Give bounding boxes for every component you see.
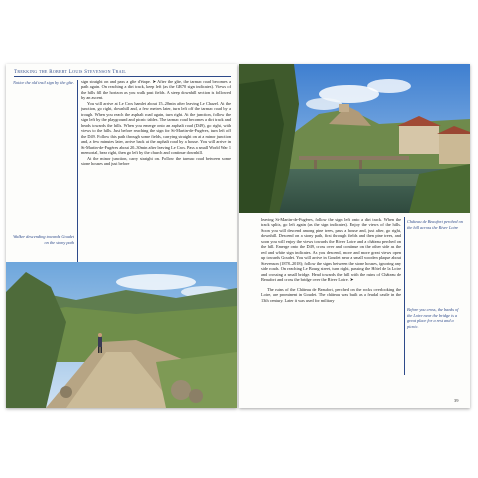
photo-walker-descending [6,262,237,408]
left-page [6,64,237,408]
paragraph: leaving St-Martin-de-Fugères, follow the sign left onto a dirt track. When the track splits, go left again (as the sign indicates). Enjoy the views of the hills. Soon you will descend among pine trees, pass a house and, just after, go right, downhill. Descend on a stony path, first through fields and then pine trees, and soon you will enjoy the views towards the River Loire and a château perched on the hill. Emerge onto the D49, cross over and continue on the other side as the red and white sign indicates. As you descend, more and more great views open up towards Goudet. You will arrive in Goudet near a small wooden plaque about Stevenson (1878–2018); follow the signs between the stone houses, ignoring any side roads. On reaching Le Bourg street, turn right, passing the Hôtel de la Loire and crossing a small bridge. Head towards the hill with the ruins of Château de Beaufort and cross the bridge over the River Loire. ➤ [261,217,401,283]
paragraph: At the minor junction, carry straight on. Follow the tarmac road between some stone houses and just before [81,155,231,167]
margin-note-picnic-spot: Before you cross, the banks of the Loire near the bridge is a great place for a rest and a picnic. [407,307,459,329]
margin-rule [404,217,405,375]
left-body-text [81,79,231,265]
margin-note-trail-sign: Notice the old trail sign by the gîte. [13,80,74,85]
photo-chateau-de-beaufort-image [239,64,470,213]
paragraph: You will arrive at Le Cros hamlet about 15–20min after leaving Le Chazel. At the junction, go right, downhill and, a few metres later, turn left off the tarmac road by a trough. When you reach the asphalt road again, turn right. At the junction, follow the sign left by the playground and picnic tables. The tarmac road becomes a dirt track and heads towards the hills. When you emerge onto an asphalt road (D49), go right, with views to the hills. Just before reaching the sign for St-Martin-de-Fugères, turn left off the D49. Follow this path through some fields, carrying straight on at a minor junction and, a few minutes later, arrive back at the asphalt road by a house. You will arrive in St-Martin-de-Fugères about 20–30min after leaving Le Cros. Pass a small World War 1 memorial, bear right, then go left by the church and continue downhill. [81,100,231,156]
margin-note-walker-caption: Walker descending towards Goudet on the stony path [13,234,74,245]
paragraph: The ruins of the Château de Beaufort, perched on the rocks overlooking the Loire, are prominent in Goudet. The château was built as a feudal castle in the 13th century. Later it was used for military [261,286,401,303]
running-head: Trekking the Robert Louis Stevenson Trail [14,70,127,75]
page-number: 39 [454,398,459,403]
photo-chateau-de-beaufort [239,64,470,213]
margin-note-chateau-caption: Château de Beaufort perched on the hill across the River Loire [407,219,463,230]
photo-walker-descending-image [6,262,237,408]
right-page [239,64,470,408]
running-head-rule [14,76,231,77]
right-body-text [261,217,401,403]
margin-rule [77,80,78,262]
paragraph: sign straight on and pass a gîte d'étape. ➤ After the gîte, the tarmac road becomes a path again. On reaching a dirt track, keep left (as the GR70 sign indicates). Views of the hills fill the horizon as you walk past fields. A steep downhill section is followed by an ascent. [81,79,231,101]
